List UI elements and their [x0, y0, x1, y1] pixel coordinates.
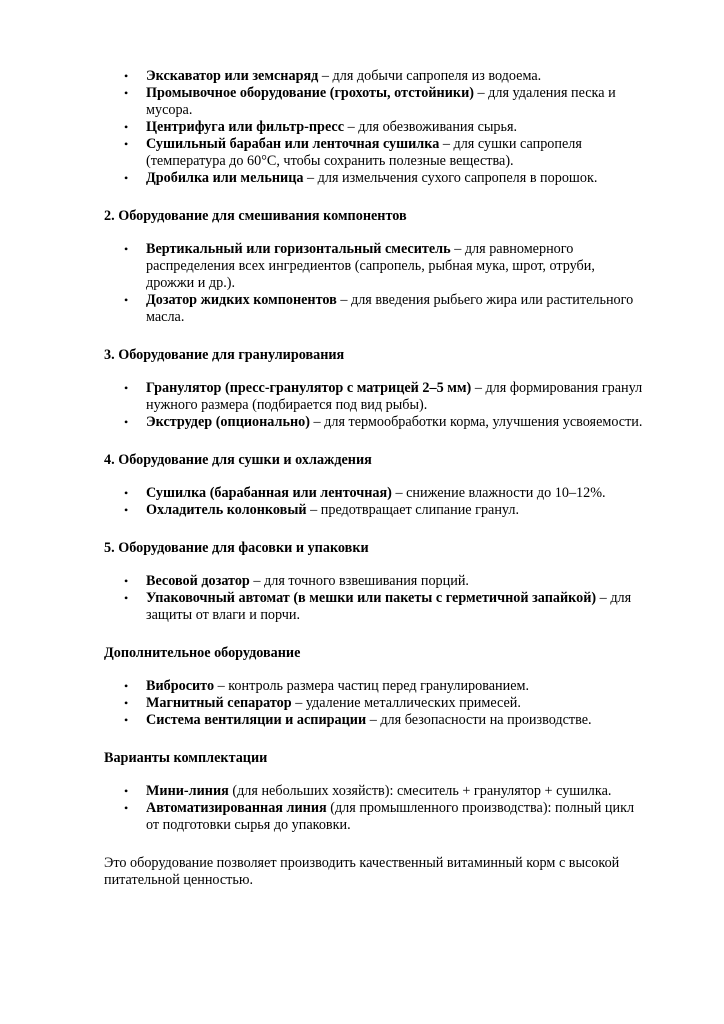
bullet-icon: •	[124, 486, 129, 500]
item-description: – снижение влажности до 10–12%.	[391, 485, 606, 501]
list-item	[104, 485, 644, 502]
bullet-icon: •	[124, 679, 129, 693]
item-term: Промывочное оборудование (грохоты, отстойники)	[146, 85, 474, 101]
list-item	[104, 85, 644, 119]
bullet-icon: •	[124, 69, 129, 83]
list-item	[104, 678, 644, 695]
bullet-icon: •	[124, 574, 129, 588]
list-item	[104, 695, 644, 712]
item-description: – для сушки сапропеля (температура до 60°C, чтобы сохранить полезные вещества).	[146, 136, 582, 169]
item-description: – для добычи сапропеля из водоема.	[318, 68, 542, 84]
list-item	[104, 783, 644, 800]
bullet-icon: •	[124, 293, 129, 307]
list-item	[104, 590, 644, 624]
item-term: Дробилка или мельница	[146, 170, 304, 186]
list-item	[104, 136, 644, 170]
item-term: Магнитный сепаратор	[146, 695, 292, 711]
item-description: – для точного взвешивания порций.	[249, 573, 469, 589]
item-term: Охладитель колонковый	[146, 502, 307, 518]
section-heading-mixing: 2. Оборудование для смешивания компонентов	[104, 208, 407, 224]
item-description: – для введения рыбьего жира или растительного масла.	[146, 292, 634, 325]
item-description: – для защиты от влаги и порчи.	[146, 590, 632, 623]
list-item	[104, 712, 644, 729]
bullet-icon: •	[124, 381, 129, 395]
section-heading-drying: 4. Оборудование для сушки и охлаждения	[104, 452, 372, 468]
item-term: Мини-линия	[146, 783, 229, 799]
document-page	[104, 68, 644, 889]
item-description: – удаление металлических примесей.	[291, 695, 521, 711]
drying-list	[104, 485, 644, 519]
item-description: – для обезвоживания сырья.	[344, 119, 518, 135]
list-item	[104, 241, 644, 292]
bullet-icon: •	[124, 801, 129, 815]
packaging-list	[104, 573, 644, 624]
item-description: (для небольших хозяйств): смеситель + гранулятор + сушилка.	[228, 783, 612, 799]
mixing-list	[104, 241, 644, 326]
bullet-icon: •	[124, 137, 129, 151]
list-item	[104, 119, 644, 136]
list-item	[104, 800, 644, 834]
item-term: Вертикальный или горизонтальный смеситель	[146, 241, 451, 257]
item-description: – для измельчения сухого сапропеля в порошок.	[303, 170, 598, 186]
granulation-list	[104, 380, 644, 431]
list-item	[104, 502, 644, 519]
bullet-icon: •	[124, 242, 129, 256]
item-description: – для безопасности на производстве.	[366, 712, 592, 728]
item-term: Гранулятор (пресс-гранулятор с матрицей 2–5 мм)	[146, 380, 472, 396]
item-description: (для промышленного производства): полный цикл от подготовки сырья до упаковки.	[146, 800, 635, 833]
item-term: Центрифуга или фильтр-пресс	[146, 119, 345, 135]
item-term: Дозатор жидких компонентов	[146, 292, 337, 308]
item-description: – для удаления песка и мусора.	[146, 85, 616, 118]
bullet-icon: •	[124, 86, 129, 100]
item-term: Экструдер (опционально)	[146, 414, 310, 430]
section-heading-packaging: 5. Оборудование для фасовки и упаковки	[104, 540, 369, 556]
item-term: Экскаватор или земснаряд	[146, 68, 319, 84]
bullet-icon: •	[124, 713, 129, 727]
list-item	[104, 68, 644, 85]
bullet-icon: •	[124, 415, 129, 429]
additional-list	[104, 678, 644, 729]
list-item	[104, 573, 644, 590]
list-item	[104, 380, 644, 414]
section-heading-granulation: 3. Оборудование для гранулирования	[104, 347, 345, 363]
item-term: Система вентиляции и аспирации	[146, 712, 367, 728]
item-description: – для формирования гранул нужного размера (подбирается под вид рыбы).	[146, 380, 643, 413]
list-item	[104, 414, 644, 431]
list-item	[104, 170, 644, 187]
closing-paragraph: Это оборудование позволяет производить качественный витаминный корм с высокой питательной ценностью.	[104, 855, 620, 888]
item-description: – для термообработки корма, улучшения усвояемости.	[309, 414, 643, 430]
item-term: Вибросито	[146, 678, 215, 694]
bullet-icon: •	[124, 171, 129, 185]
item-description: – контроль размера частиц перед гранулированием.	[214, 678, 530, 694]
section-heading-configurations: Варианты комплектации	[104, 750, 268, 766]
bullet-icon: •	[124, 591, 129, 605]
configurations-list	[104, 783, 644, 834]
list-item	[104, 292, 644, 326]
bullet-icon: •	[124, 696, 129, 710]
item-term: Упаковочный автомат (в мешки или пакеты с герметичной запайкой)	[146, 590, 597, 606]
bullet-icon: •	[124, 503, 129, 517]
item-term: Автоматизированная линия	[146, 800, 327, 816]
item-term: Сушилка (барабанная или ленточная)	[146, 485, 392, 501]
raw-material-list	[104, 68, 644, 187]
item-term: Весовой дозатор	[146, 573, 250, 589]
bullet-icon: •	[124, 120, 129, 134]
item-description: – для равномерного распределения всех ингредиентов (сапропель, рыбная мука, шрот, отруби, дрожжи и др.).	[146, 241, 595, 291]
item-term: Сушильный барабан или ленточная сушилка	[146, 136, 440, 152]
section-heading-additional: Дополнительное оборудование	[104, 645, 301, 661]
item-description: – предотвращает слипание гранул.	[306, 502, 520, 518]
bullet-icon: •	[124, 784, 129, 798]
